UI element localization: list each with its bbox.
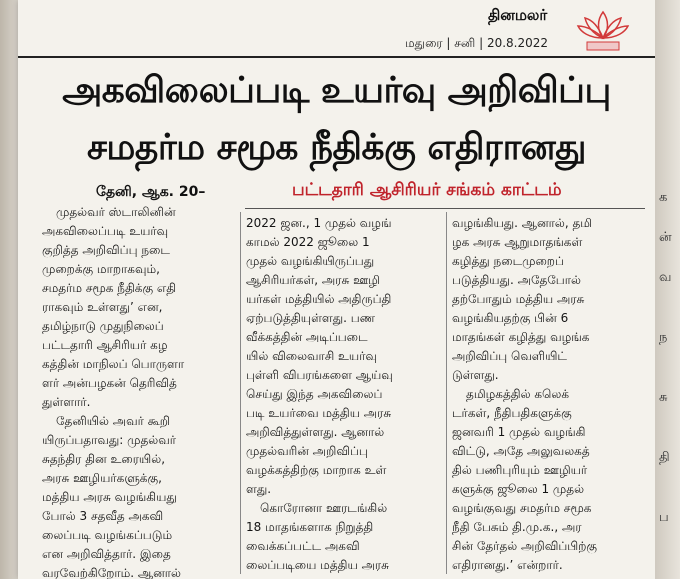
article-column-1 — [42, 203, 230, 579]
article-line: ளது. — [246, 482, 272, 496]
article-line: வழங்கியது. ஆனால், தமி — [452, 216, 593, 230]
article-column-3 — [452, 214, 648, 575]
article-line: படி உயர்வை மத்திய அரசு — [246, 406, 392, 420]
article-line: அகவிலைப்படி உயர்வு — [42, 224, 169, 238]
adjacent-fragment: தி — [659, 450, 670, 465]
article-line: குறித்த அறிவிப்பு நடை — [42, 243, 170, 257]
dateline: தேனி, ஆக. 20– — [96, 184, 206, 200]
article-line: முதல் வழங்கியிருப்பது — [246, 254, 375, 268]
article-line: தமிழகத்தில் கலெக் — [466, 387, 570, 401]
article-line: எதிரானது.’ என்றார். — [452, 558, 563, 572]
article-line: தமிழ்நாடு முதுநிலைப் — [42, 319, 164, 333]
article-line: வழங்கியதற்கு பின் 6 — [452, 311, 569, 325]
article-line: யில் விலைவாசி உயர்வு — [246, 349, 377, 363]
article-line: ழக அரசு ஆறுமாதங்கள் — [452, 235, 583, 249]
article-line: களுக்கு ஜூலை 1 முதல் — [452, 482, 585, 496]
article-line: செய்து இந்த அகவிலைப் — [246, 387, 383, 401]
adjacent-fragment: வ — [659, 270, 672, 285]
article-line: சுதந்திர தின உரையில், — [42, 452, 166, 466]
article-line: யர்கள் மத்தியில் அதிருப்தி — [246, 292, 392, 306]
article-line: கத்தின் மாநிலப் பொருளா — [42, 357, 185, 371]
article-line: வழக்கத்திற்கு மாறாக உள் — [246, 463, 387, 477]
article-line: முறைக்கு மாறாகவும், — [42, 262, 160, 276]
article-line: சமதர்ம சமூக நீதிக்கு எதி — [42, 281, 177, 295]
article-line: வரவேற்கிறோம். ஆனால் — [42, 566, 181, 579]
article-line: ஜனவரி 1 முதல் வழங்கி — [452, 425, 586, 439]
article-line: தேனியில் அவர் கூறி — [56, 414, 171, 428]
article-line: முதல்வர் ஸ்டாலினின் — [56, 205, 176, 219]
article-line: 2022 ஜன., 1 முதல் வழங் — [246, 216, 392, 230]
article-line: படுத்தியது. அதேபோல் — [452, 273, 581, 287]
masthead-name: தினமலர் — [488, 6, 548, 24]
article-line: போல் 3 சதவீத அகவி — [42, 509, 164, 523]
article-line: காமல் 2022 ஜூலை 1 — [246, 235, 370, 249]
article-line: தற்போதும் மத்திய அரசு — [452, 292, 585, 306]
article-line: வீக்கத்தின் அடிப்படை — [246, 330, 368, 344]
masthead-edition: மதுரை | சனி | 20.8.2022 — [405, 36, 549, 50]
article-line: ஆசிரியர்கள், அரசு ஊழி — [246, 273, 380, 287]
article-line: ஏற்படுத்தியுள்ளது. பண — [246, 311, 375, 325]
article-line: டுள்ளது. — [452, 368, 499, 382]
article-line: கழித்து நடைமுறைப் — [452, 254, 564, 268]
column-divider — [446, 212, 447, 574]
article-line: அறிவித்துள்ளது. ஆனால் — [246, 425, 385, 439]
adjacent-page-edge — [655, 0, 680, 579]
article-line: வைக்கப்பட்ட அகவி — [246, 539, 360, 553]
column-divider — [240, 212, 241, 574]
adjacent-fragment: சு — [659, 390, 668, 405]
article-line: துள்ளார். — [42, 395, 91, 409]
article-line: என அறிவித்தார். இதை — [42, 547, 171, 561]
article-line: ராகவும் உள்ளது’ என, — [42, 300, 163, 314]
article-line: தில் பணிபுரியும் ஊழியர் — [452, 463, 588, 477]
article-line: அரசு ஊழியர்களுக்கு, — [42, 471, 162, 485]
article-line: லைப்படி வழங்கப்படும் — [42, 528, 173, 542]
adjacent-fragment: ந — [659, 330, 668, 345]
article-line: நீதி பேசும் தி.மு.க., அர — [452, 520, 582, 534]
article-line: முதல்வரின் அறிவிப்பு — [246, 444, 368, 458]
article-line: லைப்படியை மத்திய அரசு — [246, 558, 389, 572]
article-line: அறிவிப்பு வெளியிட் — [452, 349, 567, 363]
adjacent-fragment: ப — [659, 510, 669, 525]
lotus-logo-icon — [575, 4, 631, 54]
article-line: கொரோனா ஊரடங்கில் — [260, 501, 388, 515]
headline-line-2: சமதர்ம சமூக நீதிக்கு எதிரானது — [86, 127, 587, 168]
subheadline: பட்டதாரி ஆசிரியர் சங்கம் காட்டம் — [292, 180, 562, 200]
adjacent-fragment: க — [659, 190, 668, 205]
article-line: 18 மாதங்களாக நிறுத்தி — [246, 520, 374, 534]
article-line: ளர் அன்பழகன் தெரிவித் — [42, 376, 177, 390]
article-line: மத்திய அரசு வழங்கியது — [42, 490, 177, 504]
left-paper-edge — [0, 0, 18, 579]
headline-line-1: அகவிலைப்படி உயர்வு அறிவிப்பு — [62, 70, 611, 111]
article-line: யிருப்பதாவது: முதல்வர் — [42, 433, 176, 447]
adjacent-fragment: ன் — [659, 230, 672, 245]
article-line: விட்டு, அதே அலுவலகத் — [452, 444, 590, 458]
article-line: டர்கள், நீதிபதிகளுக்கு — [452, 406, 572, 420]
masthead-rule — [18, 56, 655, 58]
subheadline-rule — [245, 208, 645, 209]
article-line: சின் தேர்தல் அறிவிப்பிற்கு — [452, 539, 597, 553]
article-line: மாதங்கள் கழித்து வழங்க — [452, 330, 590, 344]
article-line: புள்ளி விபரங்களை ஆய்வு — [246, 368, 393, 382]
article-line: பட்டதாரி ஆசிரியர் கழ — [42, 338, 168, 352]
article-line: வழங்குவது சமதர்ம சமூக — [452, 501, 592, 515]
article-column-2 — [246, 214, 442, 575]
